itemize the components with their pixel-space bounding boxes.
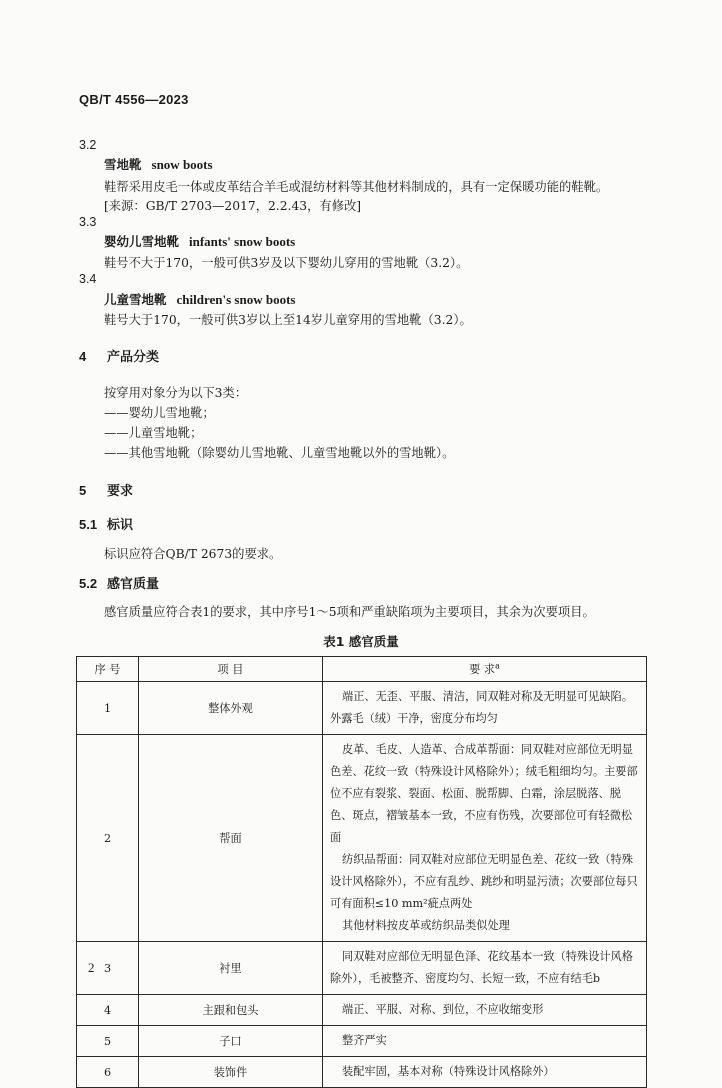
definition-3-2: 鞋帮采用皮毛一体或皮革结合羊毛或混纺材料等其他材料制成的，具有一定保暖功能的鞋靴。 xyxy=(104,180,609,194)
row-seq: 1 xyxy=(77,682,139,735)
table-row xyxy=(77,682,647,735)
table-row xyxy=(77,735,647,942)
table-row xyxy=(77,1026,647,1057)
term-infants-snow-boots xyxy=(104,232,295,250)
section-heading-5 xyxy=(79,480,133,499)
term-cn: 婴幼儿雪地靴 xyxy=(104,234,180,249)
section-heading-5-1 xyxy=(79,514,133,533)
row-requirement xyxy=(323,1057,647,1088)
table-row xyxy=(77,942,647,995)
row-seq: 6 xyxy=(77,1057,139,1088)
source-note-3-2: [来源：GB/T 2703—2017，2.2.43，有修改] xyxy=(104,199,362,213)
footnote-marker-a: a xyxy=(495,661,500,671)
row-requirement xyxy=(323,942,647,995)
requirement-text: 端正、无歪、平服、清洁，同双鞋对称及无明显可见缺陷。外露毛（绒）干净，密度分布均匀 xyxy=(330,690,633,725)
row-seq: 2 xyxy=(77,735,139,942)
section-title: 标识 xyxy=(107,518,134,533)
section-number-3-2: 3.2 xyxy=(79,138,97,152)
term-cn: 雪地靴 xyxy=(104,157,142,172)
sensory-quality-requirement: 感官质量应符合表1的要求，其中序号1～5项和严重缺陷项为主要项目，其余为次要项目。 xyxy=(104,605,595,619)
classification-item: ——婴幼儿雪地靴； xyxy=(104,406,215,420)
standard-code: QB/T 4556—2023 xyxy=(79,92,189,107)
classification-item: ——其他雪地靴（除婴幼儿雪地靴、儿童雪地靴以外的雪地靴）。 xyxy=(104,446,455,460)
section-number-3-4: 3.4 xyxy=(79,272,97,286)
section-heading-5-2 xyxy=(79,573,159,592)
table-row xyxy=(77,995,647,1026)
table-header-row xyxy=(77,657,647,682)
section-number: 5 xyxy=(79,483,87,498)
requirement-text: 皮革、毛皮、人造革、合成革帮面：同双鞋对应部位无明显色差、花纹一致（特殊设计风格除外）；绒毛粗细均匀。主要部位不应有裂浆、裂面、松面、脱帮脚、白霜，涂层脱落、脱色、斑点，褶皱基本一致，不应有伤残，次要部位可有轻微松面 xyxy=(330,743,638,844)
header-req xyxy=(323,657,647,682)
section-title: 产品分类 xyxy=(107,350,160,365)
requirement-text: 端正、平服、对称、到位，不应收缩变形 xyxy=(342,1003,544,1016)
row-item: 帮面 xyxy=(139,735,323,942)
header-req-label: 要 求 xyxy=(469,663,496,676)
row-requirement xyxy=(323,995,647,1026)
row-seq: 5 xyxy=(77,1026,139,1057)
row-requirement xyxy=(323,735,647,942)
requirement-text: 装配牢固，基本对称（特殊设计风格除外） xyxy=(342,1065,555,1078)
section-number-3-3: 3.3 xyxy=(79,215,97,229)
requirement-text: 纺织品帮面：同双鞋对应部位无明显色差、花纹一致（特殊设计风格除外），不应有乱纱、跳纱和明显污渍；次要部位每只可有面积≤10 mm²疵点两处 xyxy=(330,853,638,910)
term-cn: 儿童雪地靴 xyxy=(104,292,167,307)
row-seq: 3 xyxy=(77,942,139,995)
definition-3-3: 鞋号不大于170，一般可供3岁及以下婴幼儿穿用的雪地靴（3.2）。 xyxy=(104,256,469,270)
header-seq: 序 号 xyxy=(77,657,139,682)
requirement-text: 其他材料按皮革或纺织品类似处理 xyxy=(342,919,510,932)
classification-item: ——儿童雪地靴； xyxy=(104,426,203,440)
table-title: 表1 感官质量 xyxy=(323,634,399,649)
section-number: 5.1 xyxy=(79,517,98,532)
term-en: children's snow boots xyxy=(176,292,296,307)
section-title: 感官质量 xyxy=(107,577,160,592)
row-item: 装饰件 xyxy=(139,1057,323,1088)
section-number: 5.2 xyxy=(79,576,98,591)
section-number: 4 xyxy=(79,349,87,364)
header-item: 项 目 xyxy=(139,657,323,682)
row-requirement xyxy=(323,1026,647,1057)
table-row xyxy=(77,1057,647,1088)
row-requirement xyxy=(323,682,647,735)
row-item: 子口 xyxy=(139,1026,323,1057)
row-item: 衬里 xyxy=(139,942,323,995)
term-childrens-snow-boots xyxy=(104,290,295,308)
row-item: 主跟和包头 xyxy=(139,995,323,1026)
definition-3-4: 鞋号大于170，一般可供3岁以上至14岁儿童穿用的雪地靴（3.2）。 xyxy=(104,313,472,327)
term-en: infants' snow boots xyxy=(189,234,296,249)
page-number: 2 xyxy=(88,960,95,975)
section-title: 要求 xyxy=(107,484,134,499)
row-item: 整体外观 xyxy=(139,682,323,735)
requirement-text: 同双鞋对应部位无明显色泽、花纹基本一致（特殊设计风格除外），毛被整齐、密度均匀、长短一致，不应有结毛b xyxy=(330,950,633,985)
row-seq: 4 xyxy=(77,995,139,1026)
requirement-text: 整齐严实 xyxy=(342,1034,387,1047)
sensory-quality-table xyxy=(76,656,647,1088)
term-snow-boots xyxy=(104,155,213,173)
term-en: snow boots xyxy=(151,157,213,172)
classification-intro: 按穿用对象分为以下3类： xyxy=(104,386,248,400)
section-heading-4 xyxy=(79,346,159,365)
marking-requirement: 标识应符合QB/T 2673的要求。 xyxy=(104,547,282,561)
